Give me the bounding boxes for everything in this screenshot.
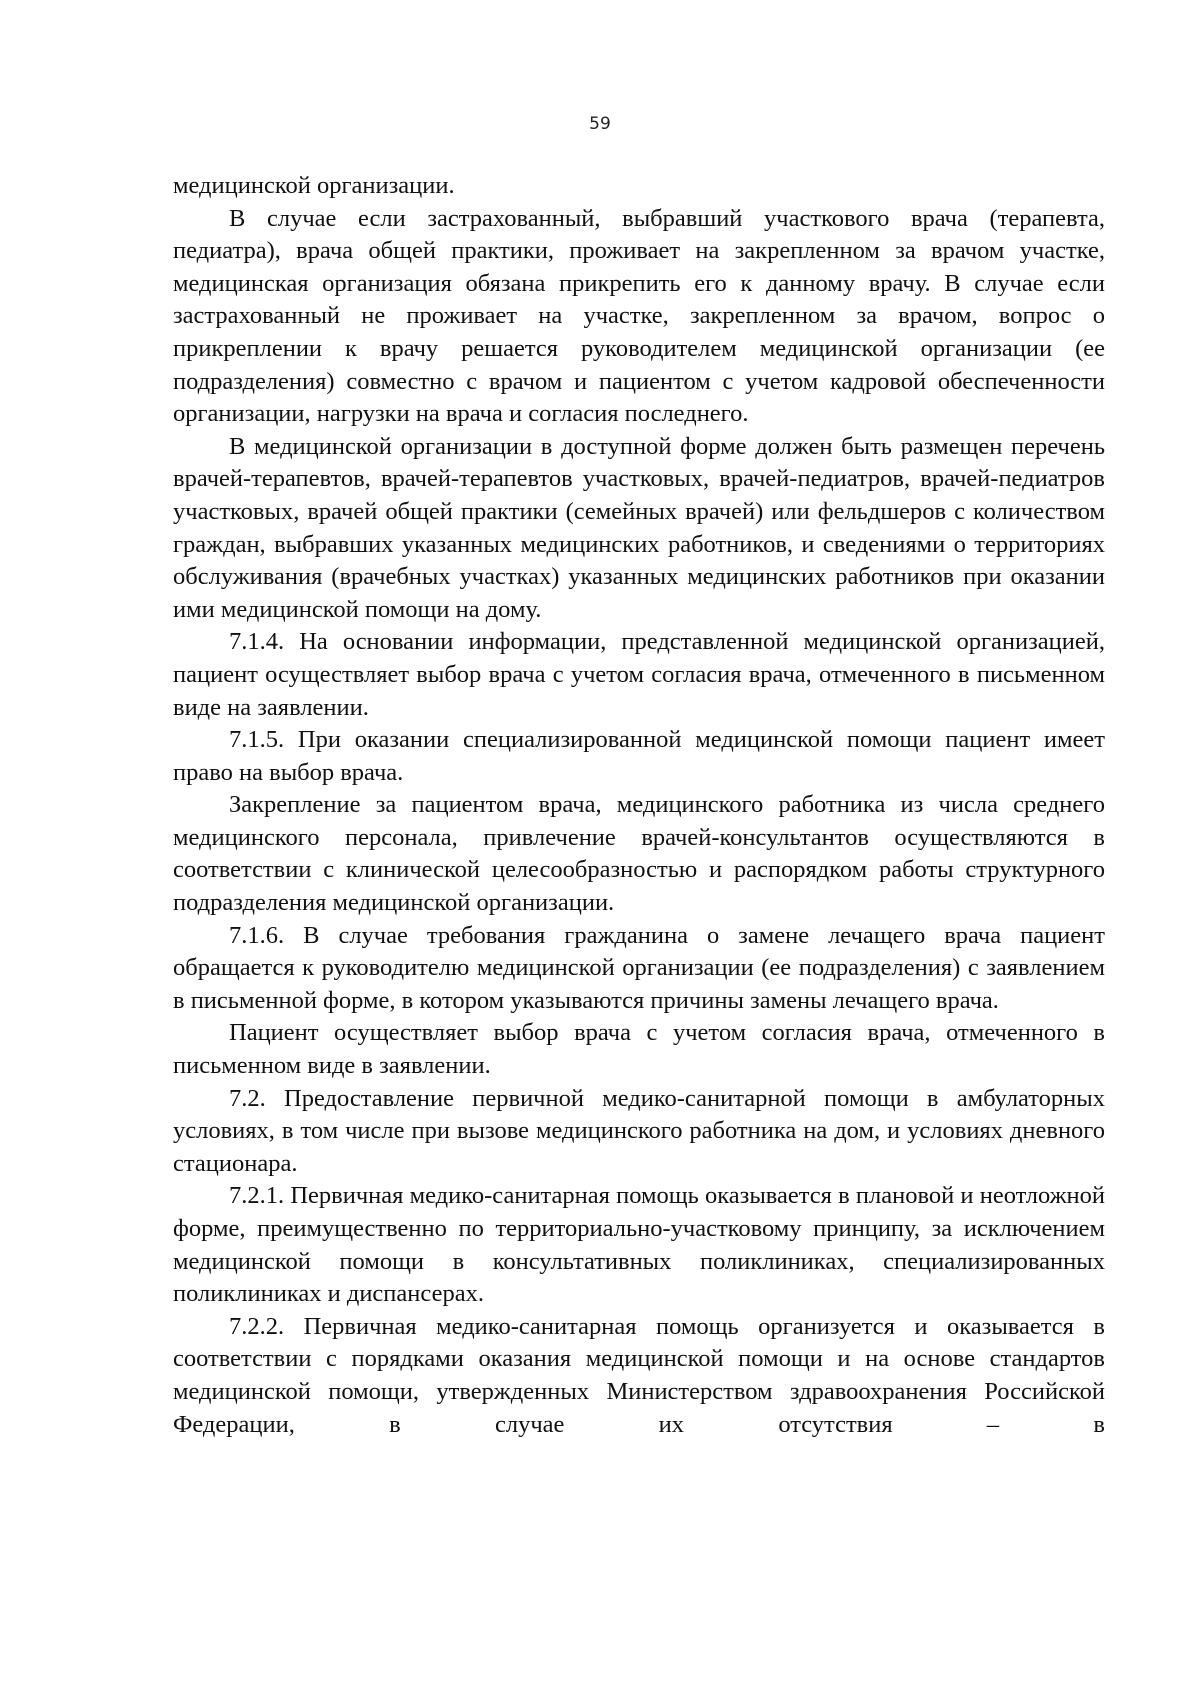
paragraph-doctor-list: В медицинской организации в доступной форме должен быть размещен перечень врачей-терапевтов, врачей-терапевтов участковых, врачей-педиатров, врачей-педиатров участковых, врачей общей практики (семейных врачей) или фельдшеров с количеством граждан, выбравших указанных медицинских работников, и сведениями о территориях обслуживания (врачебных участках) указанных медицинских работников при оказании ими медицинской помощи на дому.: [173, 432, 1105, 623]
paragraph-7-2-2: 7.2.2. Первичная медико-санитарная помощь организуется и оказывается в соответствии с порядками оказания медицинской помощи и на основе стандартов медицинской помощи, утвержденных Министерством здравоохранения Российской Федерации, в случае их отсутствия – в: [173, 1312, 1105, 1438]
paragraph-7-2: 7.2. Предоставление первичной медико-санитарной помощи в амбулаторных условиях, в том числе при вызове медицинского работника на дом, и условиях дневного стационара.: [173, 1084, 1105, 1177]
paragraph-doctor-assignment: В случае если застрахованный, выбравший участкового врача (терапевта, педиатра), врача общей практики, проживает на закрепленном за врачом участке, медицинская организация обязана прикрепить его к данному врачу. В случае если застрахованный не проживает на участке, закрепленном за врачом, вопрос о прикреплении к врачу решается руководителем медицинской организации (ее подразделения) совместно с врачом и пациентом с учетом кадровой обеспеченности организации, нагрузки на врача и согласия последнего.: [173, 204, 1105, 428]
paragraph-7-1-5: 7.1.5. При оказании специализированной медицинской помощи пациент имеет право на выбор врача.: [173, 726, 1105, 786]
paragraph-staff-assignment: Закрепление за пациентом врача, медицинского работника из числа среднего медицинского персонала, привлечение врачей-консультантов осуществляются в соответствии с клинической целесообразностью и распорядком работы структурного подразделения медицинской организации.: [173, 791, 1105, 917]
paragraph-7-2-1: 7.2.1. Первичная медико-санитарная помощь оказывается в плановой и неотложной форме, преимущественно по территориально-участковому принципу, за исключением медицинской помощи в консультативных поликлиниках, специализированных поликлиниках и диспансерах.: [173, 1182, 1105, 1308]
paragraph-continuation: медицинской организации.: [173, 172, 455, 199]
document-body: [173, 170, 1105, 1441]
page-number: 59: [589, 114, 611, 134]
paragraph-patient-choice: Пациент осуществляет выбор врача с учетом согласия врача, отмеченного в письменном виде в заявлении.: [173, 1019, 1105, 1080]
paragraph-7-1-6: 7.1.6. В случае требования гражданина о замене лечащего врача пациент обращается к руководителю медицинской организации (ее подразделения) с заявлением в письменной форме, в котором указываются причины замены лечащего врача.: [173, 921, 1105, 1014]
paragraph-7-1-4: 7.1.4. На основании информации, представленной медицинской организацией, пациент осуществляет выбор врача с учетом согласия врача, отмеченного в письменном виде на заявлении.: [173, 628, 1105, 721]
